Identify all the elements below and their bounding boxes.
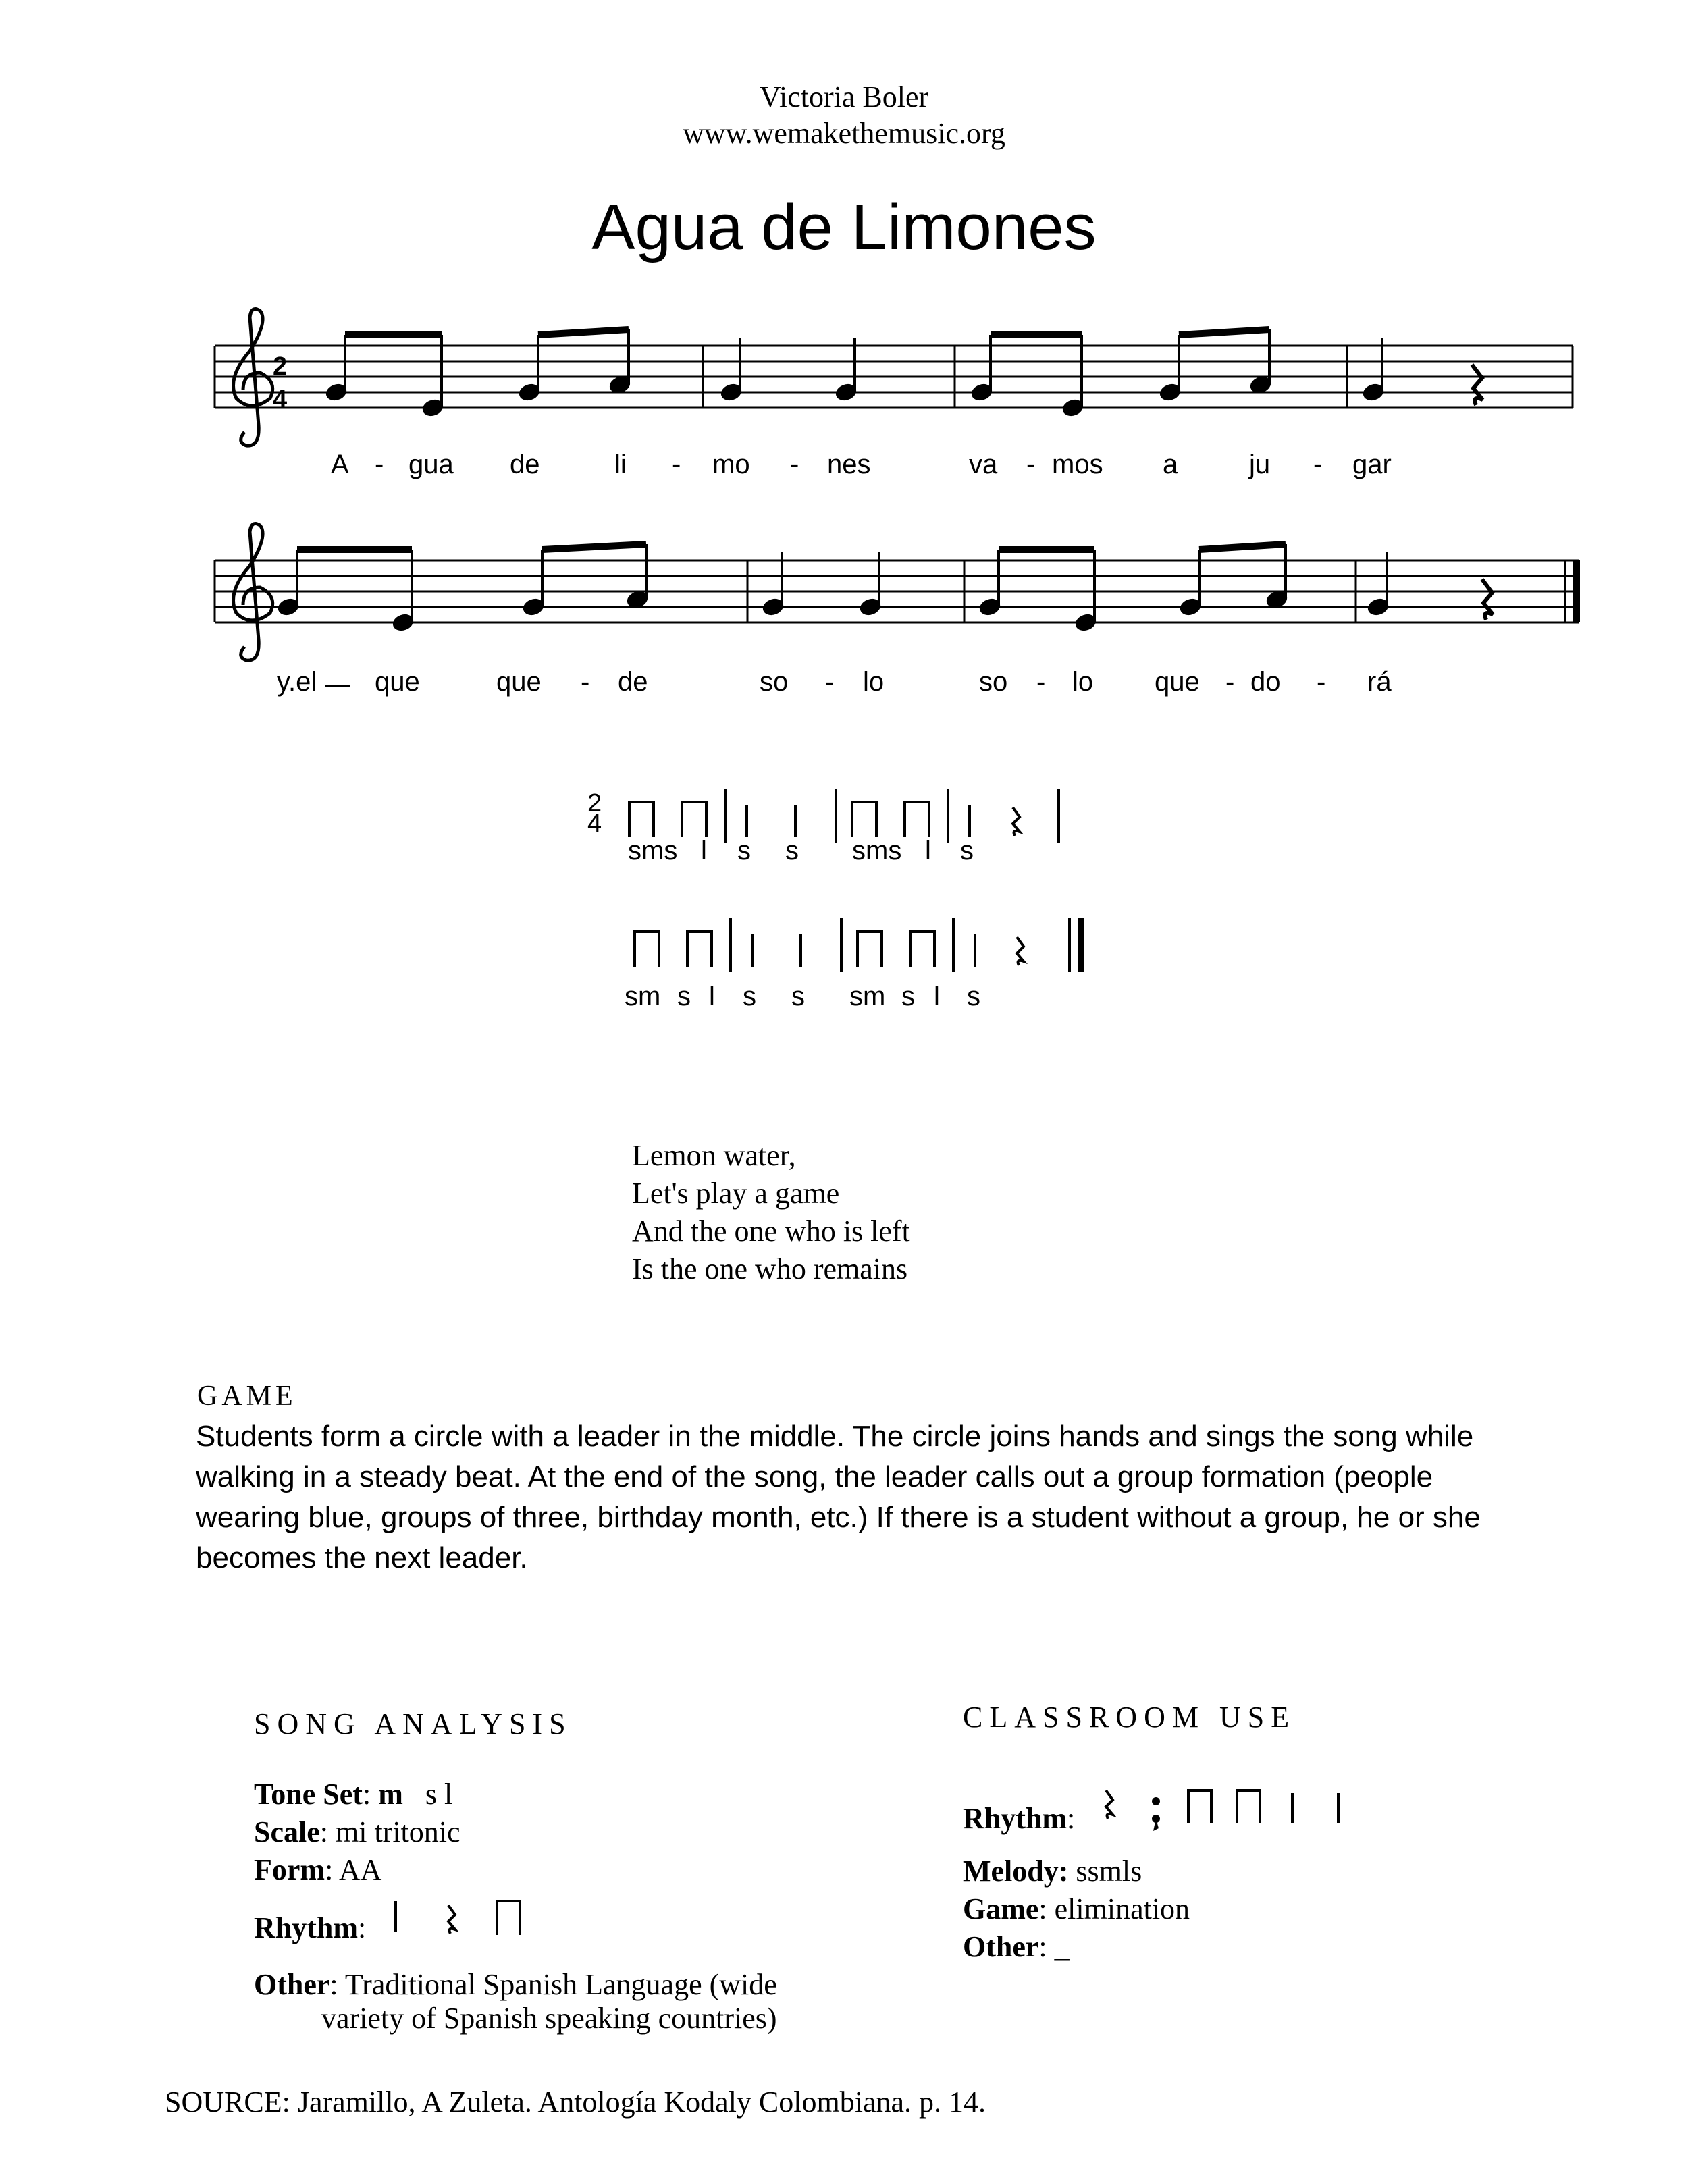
semicolon-icon <box>1152 1797 1160 1831</box>
scale-field: Scale: mi tritonic <box>254 1815 460 1848</box>
solfege-line-2: sm s l s s sm s l s <box>625 982 980 1011</box>
lyrics-line-1: A - gua de li - mo - nes va - mos a ju - gar <box>331 450 1392 479</box>
analysis-other-field: Other: Traditional Spanish Language (wide <box>254 1968 777 2001</box>
form-field: Form: AA <box>254 1853 382 1886</box>
translation-line: Let's play a game <box>632 1177 840 1210</box>
classroom-rhythm-field: Rhythm: <box>963 1802 1076 1835</box>
song-title: Agua de Limones <box>591 191 1097 263</box>
classroom-game-field: Game: elimination <box>963 1892 1190 1925</box>
analysis-rhythm-field: Rhythm: <box>254 1911 367 1944</box>
translation-line: Lemon water, <box>632 1139 796 1172</box>
melody-field: Melody: ssmls <box>963 1855 1142 1888</box>
quarter-rest-icon <box>1106 1790 1113 1819</box>
svg-text:4: 4 <box>273 385 288 414</box>
game-heading: GAME <box>197 1381 297 1412</box>
lyrics-line-2: y.el que que - de so - lo so - lo que - do - rá <box>277 667 1392 697</box>
translation-line: Is the one who remains <box>632 1252 908 1285</box>
author-name: Victoria Boler <box>759 80 929 113</box>
svg-text:2: 2 <box>587 789 602 818</box>
translation-line: And the one who is left <box>632 1215 910 1248</box>
classroom-other-field: Other: _ <box>963 1930 1070 1963</box>
song-analysis-heading: SONG ANALYSIS <box>254 1707 573 1740</box>
svg-text:4: 4 <box>587 809 602 838</box>
classroom-use-heading: CLASSROOM USE <box>963 1701 1296 1734</box>
solfege-line-1: sms l s s sms l s <box>628 836 974 865</box>
source-citation: SOURCE: Jaramillo, A Zuleta. Antología Kodaly Colombiana. p. 14. <box>165 2085 986 2119</box>
tone-set-field: Tone Set: m s l <box>254 1778 453 1811</box>
svg-text:2: 2 <box>273 352 288 381</box>
game-description: Students form a circle with a leader in the middle. The circle joins hands and sings the song while walking in a steady beat. At the end of the song, the leader calls out a group formation (people wearing blue, groups of three, birthday month, etc.) If there is a student without a group, he or she becomes the next leader. <box>196 1420 1481 1574</box>
analysis-other-continued: variety of Spanish speaking countries) <box>321 2002 777 2035</box>
website-url: www.wemakethemusic.org <box>683 117 1005 150</box>
